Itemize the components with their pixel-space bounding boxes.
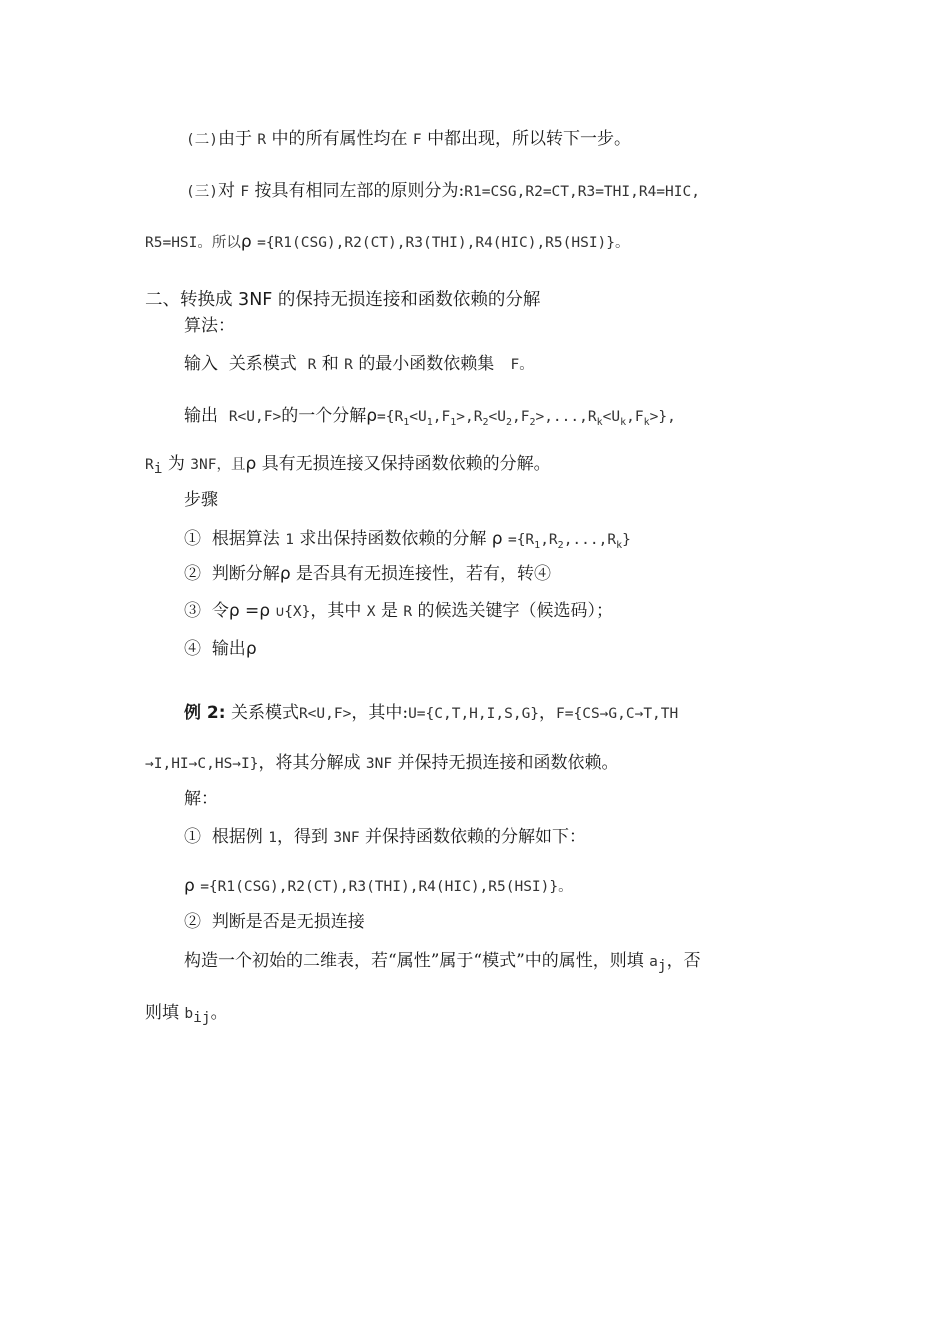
example-label: 例 2: bbox=[184, 703, 226, 723]
paragraph-step-three-cont bbox=[145, 230, 630, 254]
text-code: R bbox=[307, 357, 317, 373]
text: ，将其分解成 bbox=[258, 753, 361, 773]
step-marker: (二) bbox=[186, 132, 218, 148]
text: 中的所有属性均在 bbox=[271, 129, 408, 149]
solution-step-one bbox=[184, 825, 586, 849]
text-code: F bbox=[412, 132, 422, 148]
text-code: U={C,T,H,I,S,G} bbox=[408, 706, 540, 722]
subscript: 1 bbox=[403, 417, 410, 428]
text-code: ∪{X} bbox=[275, 604, 311, 620]
text: 。 bbox=[210, 1003, 228, 1023]
equals-sign: = bbox=[245, 601, 260, 621]
circled-number: ① bbox=[184, 529, 201, 549]
text: 关系模式 bbox=[230, 703, 299, 723]
text: 输出 bbox=[184, 406, 218, 426]
text-code: 1 bbox=[268, 830, 277, 846]
subscript: k bbox=[596, 417, 603, 428]
rho-symbol: ρ bbox=[228, 601, 240, 621]
solution-step-two bbox=[184, 910, 365, 934]
text: 并保持函数依赖的分解如下： bbox=[364, 827, 586, 847]
text-code: <U bbox=[409, 409, 427, 425]
text: 根据算法 bbox=[211, 529, 280, 549]
text-code: >,...,R bbox=[535, 409, 597, 425]
subscript: 2 bbox=[557, 540, 564, 551]
rho-symbol: ρ bbox=[491, 529, 503, 549]
text: 具有无损连接又保持函数依赖的分解。 bbox=[261, 454, 551, 474]
subscript: 2 bbox=[482, 417, 489, 428]
circled-number: ④ bbox=[184, 639, 201, 659]
text-code: ,...,R bbox=[563, 532, 617, 548]
text-code: 3NF bbox=[365, 756, 393, 772]
text-code: 3NF bbox=[333, 830, 360, 846]
text-code: R1=CSG,R2=CT,R3=THI,R4=HIC, bbox=[464, 184, 700, 200]
subscript: 1 bbox=[426, 417, 433, 428]
text-code: ={R bbox=[377, 409, 404, 425]
subscript: k bbox=[643, 417, 650, 428]
text-code: →I,HI→C,HS→I} bbox=[145, 756, 259, 772]
text: ， bbox=[539, 703, 557, 723]
text: ，其中: bbox=[351, 703, 409, 723]
text: 按具有相同左部的原则分为: bbox=[254, 181, 465, 201]
paragraph-step-two bbox=[186, 127, 631, 151]
step-two bbox=[184, 562, 551, 586]
table-construction-cont bbox=[145, 1001, 228, 1025]
rho-symbol: ρ bbox=[245, 639, 257, 659]
text-code: ={R bbox=[507, 532, 535, 548]
text: 是否具有无损连接性，若有，转④ bbox=[296, 564, 552, 584]
decomposition-formula bbox=[507, 532, 631, 551]
text: 构造一个初始的二维表，若“属性”属于“模式”中的属性，则填 bbox=[184, 951, 644, 971]
text-code: } bbox=[622, 532, 631, 548]
subscript: 1 bbox=[450, 417, 457, 428]
text-code: a bbox=[649, 954, 658, 970]
text-code: R<U,F> bbox=[298, 706, 352, 722]
subscript: 2 bbox=[529, 417, 536, 428]
text: 判断分解 bbox=[211, 564, 280, 584]
text-code: ={R1(CSG),R2(CT),R3(THI),R4(HIC),R5(HSI)}。 bbox=[257, 235, 630, 251]
text-code: R<U,F> bbox=[228, 409, 282, 425]
text-code: >,R bbox=[456, 409, 483, 425]
text: 判断是否是无损连接 bbox=[211, 912, 365, 932]
section-heading: 二、转换成 3NF 的保持无损连接和函数依赖的分解 bbox=[145, 290, 541, 310]
rho-symbol: ρ bbox=[240, 232, 252, 252]
text-code: X bbox=[366, 604, 376, 620]
text-code: ,F bbox=[432, 409, 451, 425]
text-code: F={CS→G,C→T,TH bbox=[556, 706, 679, 722]
algorithm-label: 算法： bbox=[184, 316, 235, 336]
text: 为 bbox=[167, 454, 185, 474]
rho-symbol: ρ bbox=[279, 564, 291, 584]
text: 根据例 bbox=[211, 827, 263, 847]
solution-label: 解： bbox=[184, 789, 218, 809]
text: 则填 bbox=[145, 1003, 179, 1023]
rho-result-line bbox=[184, 874, 573, 898]
text: 输出 bbox=[211, 639, 246, 659]
text-code: R bbox=[403, 604, 413, 620]
step-one bbox=[184, 527, 631, 551]
text-code: >}, bbox=[649, 409, 676, 425]
circled-number: ③ bbox=[184, 601, 201, 621]
subscript: 2 bbox=[505, 417, 512, 428]
text-code: <U bbox=[602, 409, 621, 425]
text: ，否 bbox=[666, 951, 701, 971]
input-line bbox=[184, 352, 534, 376]
text-code: 1 bbox=[285, 532, 294, 548]
text-code: ,R bbox=[540, 532, 558, 548]
circled-number: ② bbox=[184, 564, 201, 584]
text-code: F。 bbox=[510, 357, 534, 373]
text: 的候选关键字（候选码）； bbox=[417, 601, 613, 621]
paragraph-step-three bbox=[186, 179, 700, 203]
text-code: R bbox=[145, 457, 154, 473]
text-code: ,F bbox=[511, 409, 530, 425]
step-marker: (三) bbox=[186, 184, 218, 200]
text-code: R bbox=[257, 132, 267, 148]
text: 的一个分解 bbox=[281, 406, 367, 426]
text-code: R5=HSI。所以 bbox=[145, 235, 241, 251]
steps-label: 步骤 bbox=[184, 490, 218, 510]
output-line bbox=[184, 404, 676, 428]
text: 是 bbox=[380, 601, 398, 621]
subscript: k bbox=[620, 417, 627, 428]
decomposition-formula bbox=[377, 409, 676, 428]
text-code: R bbox=[344, 357, 353, 373]
subscript: 1 bbox=[534, 540, 541, 551]
text: 中都出现，所以转下一步。 bbox=[427, 129, 632, 149]
rho-symbol: ρ bbox=[184, 876, 195, 896]
step-four bbox=[184, 637, 257, 661]
table-construction-line bbox=[184, 949, 701, 973]
text-code: <U bbox=[488, 409, 506, 425]
text: 对 bbox=[217, 181, 235, 201]
rho-symbol: ρ bbox=[245, 454, 257, 474]
circled-number: ② bbox=[184, 912, 201, 932]
step-three bbox=[184, 599, 613, 623]
circled-number: ① bbox=[184, 827, 201, 847]
text: 并保持无损连接和函数依赖。 bbox=[397, 753, 619, 773]
text: 输入 bbox=[184, 354, 218, 374]
text-code: ,F bbox=[626, 409, 644, 425]
rho-symbol: ρ bbox=[366, 406, 377, 426]
text: 的最小函数依赖集 bbox=[358, 354, 495, 374]
text-code: 3NF，且 bbox=[190, 457, 246, 473]
text: 由于 bbox=[217, 129, 252, 149]
text: ，得到 bbox=[276, 827, 328, 847]
subscript: i bbox=[153, 461, 163, 477]
text: 和 bbox=[321, 354, 339, 374]
example-two bbox=[184, 701, 678, 725]
rho-symbol: ρ bbox=[259, 601, 271, 621]
ri-line bbox=[145, 452, 551, 476]
text: ，其中 bbox=[310, 601, 362, 621]
text-code: b bbox=[184, 1006, 194, 1022]
subscript: j bbox=[657, 958, 667, 974]
text-code: ={R1(CSG),R2(CT),R3(THI),R4(HIC),R5(HSI)}。 bbox=[200, 879, 573, 895]
text-code: F bbox=[240, 184, 250, 200]
text: 关系模式 bbox=[228, 354, 297, 374]
text: 求出保持函数依赖的分解 bbox=[299, 529, 487, 549]
text: 令 bbox=[211, 601, 229, 621]
subscript: k bbox=[616, 540, 623, 551]
subscript: ij bbox=[193, 1010, 211, 1026]
example-two-cont bbox=[145, 751, 619, 775]
